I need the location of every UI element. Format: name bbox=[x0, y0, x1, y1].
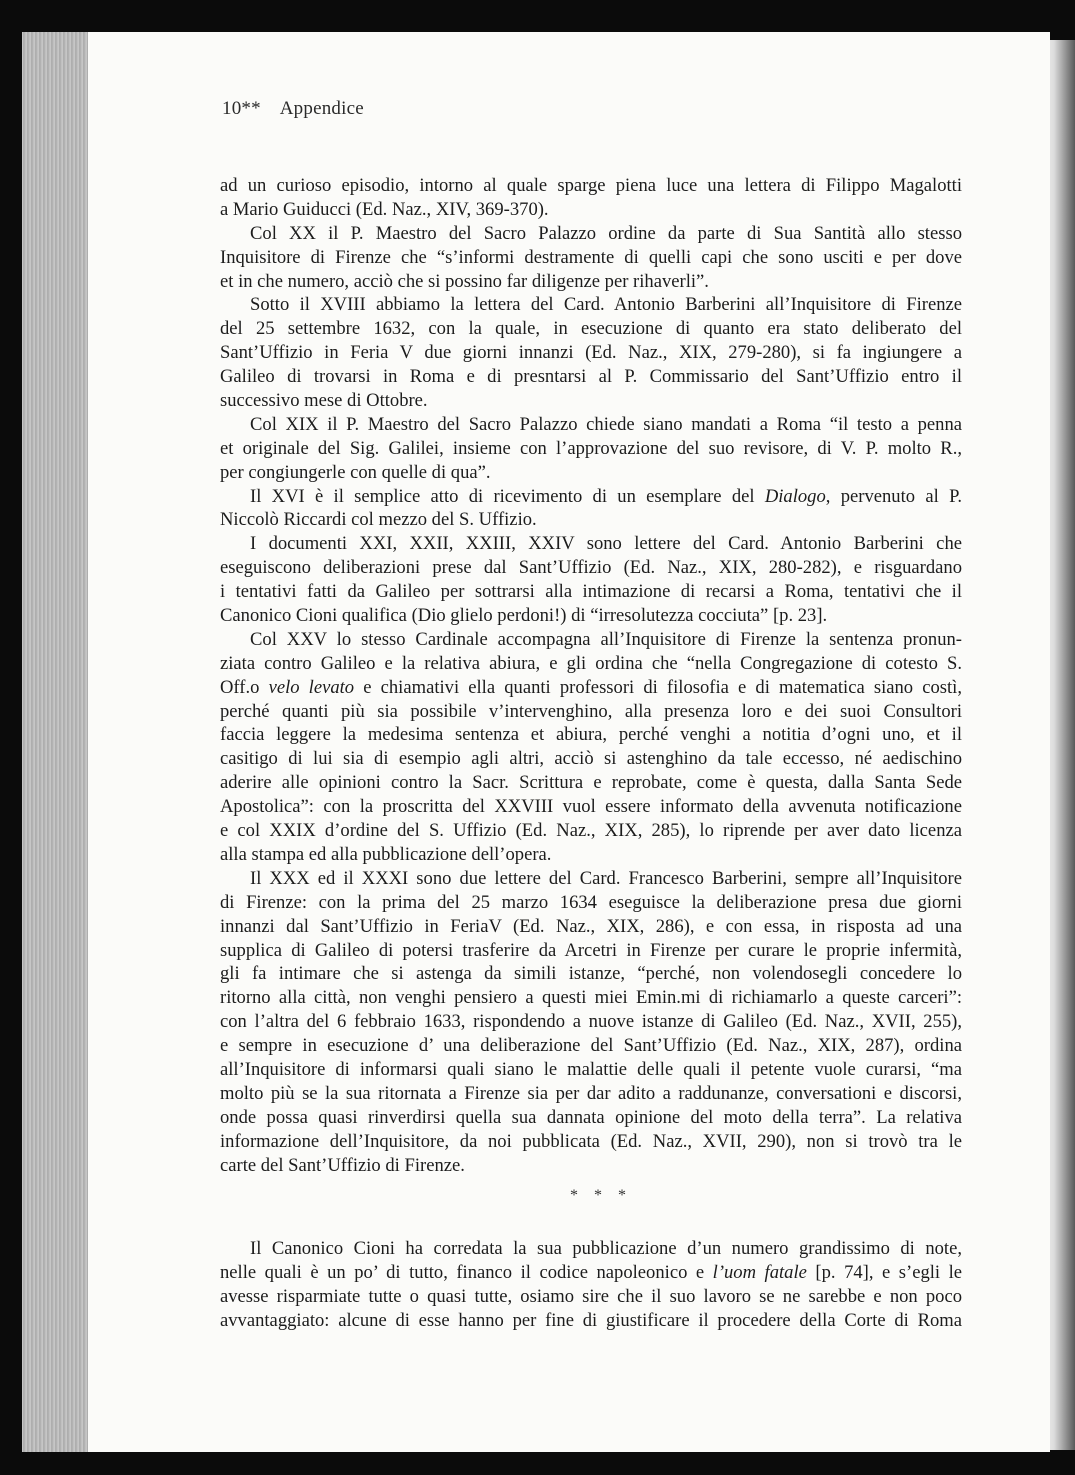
italic-title: Dialogo bbox=[764, 485, 826, 507]
stacked-page-edges bbox=[22, 32, 92, 1452]
text-line: supplica di Galileo di potersi trasferire da Arcetri in Firenze per curare le proprie infermità, bbox=[220, 939, 962, 961]
italic-title: velo levato bbox=[268, 676, 355, 698]
text-line: successivo mese di Ottobre. bbox=[220, 390, 428, 412]
text-line: Il XVI è il semplice atto di ricevimento di un esemplare del Dialogo, pervenuto al P. bbox=[250, 485, 962, 507]
italic-title: l’uom fatale bbox=[712, 1262, 807, 1284]
section-title: Appendice bbox=[279, 98, 364, 119]
text-line: nelle quali è un po’ di tutto, financo il codice napoleonico e l’uom fatale [p. 74], e s’egli le bbox=[220, 1262, 963, 1284]
text-line: molto più se la sua ritornata a Firenze sia per dar adito a raddunanze, conversationi e discorsi, bbox=[220, 1082, 962, 1104]
text-line: ziata contro Galileo e la relativa abiura, e gli ordina che “nella Congregazione di cotesto S. bbox=[220, 652, 962, 674]
text-line: e sempre in esecuzione d’ una deliberazione del Sant’Uffizio (Ed. Naz., XIX, 287), ordina bbox=[220, 1035, 962, 1057]
text-line: i tentativi fatti da Galileo per sottrarsi alla intimazione di recarsi a Roma, tentativi che il bbox=[220, 581, 962, 603]
text-line: Sant’Uffizio in Feria V due giorni innanzi (Ed. Naz., XIX, 279-280), si fa ingiungere a bbox=[220, 342, 962, 364]
text-line: Off.o velo levato e chiamativi ella quanti professori di filosofia e di matematica siano costì, bbox=[220, 676, 962, 698]
text-line: ad un curioso episodio, intorno al quale sparge piena luce una lettera di Filippo Magalotti bbox=[220, 175, 962, 196]
text-line: avvantaggiato: alcune di esse hanno per fine di giustificare il procedere della Corte di Roma bbox=[220, 1310, 962, 1332]
text-line: I documenti XXI, XXII, XXIII, XXIV sono lettere del Card. Antonio Barberini che bbox=[250, 533, 962, 555]
text-line: Il Canonico Cioni ha corredata la sua pubblicazione d’un numero grandissimo di note, bbox=[250, 1238, 962, 1260]
text-line: Col XXV lo stesso Cardinale accompagna all’Inquisitore di Firenze la sentenza pronun- bbox=[250, 628, 962, 650]
text-line: Inquisitore di Firenze che “s’informi destramente di quelli capi che sono usciti e per dove bbox=[220, 246, 962, 268]
text-line: et in che numero, acciò che si possino far diligenze per rihaverli”. bbox=[220, 270, 709, 292]
text-line: a Mario Guiducci (Ed. Naz., XIV, 369-370). bbox=[220, 198, 549, 220]
body-text bbox=[220, 174, 962, 1333]
text-line: Galileo di trovarsi in Roma e di presntarsi al P. Commissario del Sant’Uffizio entro il bbox=[220, 366, 962, 388]
text-line: per congiungerle con quelle di qua”. bbox=[220, 461, 491, 483]
text-line: avesse risparmiate tutte o quasi tutte, osiamo sire che il suo lavoro se ne sarebbe e non poco bbox=[220, 1286, 962, 1308]
text-line: gli fa intimare che si astenga da simili istanze, “perché, non volendosegli concedere lo bbox=[220, 963, 962, 985]
text-line: Col XX il P. Maestro del Sacro Palazzo ordine da parte di Sua Santità allo stesso bbox=[250, 222, 962, 244]
text-line: perché quanti più sia possibile v’intervenghino, alla presenza loro e dei suoi Consultori bbox=[220, 700, 962, 722]
text-line: innanzi dal Sant’Uffizio in FeriaV (Ed. Naz., XIX, 286), e con essa, in risposta ad una bbox=[220, 915, 962, 937]
text-line: carte del Sant’Uffizio di Firenze. bbox=[220, 1154, 465, 1176]
text-line: casitigo di lui sia di esempio agli altri, acciò si astenghino da tale eccesso, né aedischino bbox=[220, 748, 962, 770]
text-line: onde possa quasi rinverdirsi quella sua dannata opinione del moto della terra”. La relativa bbox=[220, 1106, 962, 1128]
section-separator: * * * bbox=[570, 1187, 632, 1205]
text-line: ritorno alla città, non venghi pensiero a questi miei Emin.mi di richiamarlo a queste carceri”: bbox=[220, 987, 962, 1009]
text-line: all’Inquisitore di informarsi quali siano le malattie delle quali il petente vuole curarsi, “ma bbox=[220, 1058, 962, 1080]
text-line: Apostolica”: con la proscritta del XXVIII vuol essere informato della avvenuta notificazione bbox=[220, 796, 962, 818]
text-line: di Firenze: con la prima del 25 marzo 1634 eseguisce la deliberazione presa due giorni bbox=[220, 891, 962, 913]
text-line: Il XXX ed il XXXI sono due lettere del Card. Francesco Barberini, sempre all’Inquisitore bbox=[250, 867, 962, 889]
text-line: eseguiscono deliberazioni prese dal Sant’Uffizio (Ed. Naz., XIX, 280-282), e risguardano bbox=[220, 557, 962, 579]
text-line: informazione dell’Inquisitore, da noi pubblicata (Ed. Naz., XVII, 290), non si trovò tra le bbox=[220, 1130, 962, 1152]
text-line: Col XIX il P. Maestro del Sacro Palazzo chiede siano mandati a Roma “il testo a penna bbox=[250, 413, 962, 435]
text-line: e col XXIX d’ordine del S. Uffizio (Ed. Naz., XIX, 285), lo riprende per aver dato licenza bbox=[220, 820, 962, 842]
running-header bbox=[222, 98, 364, 120]
text-line: Niccolò Riccardi col mezzo del S. Uffizio. bbox=[220, 509, 537, 531]
text-line: Canonico Cioni qualifica (Dio glielo perdoni!) di “irresolutezza cocciuta” [p. 23]. bbox=[220, 605, 828, 627]
text-line: del 25 settembre 1632, con la quale, in esecuzione di quanto era stato deliberato del bbox=[220, 318, 962, 340]
page-number: 10** bbox=[222, 98, 261, 119]
text-line: Sotto il XVIII abbiamo la lettera del Card. Antonio Barberini all’Inquisitore di Firenze bbox=[250, 294, 962, 316]
text-line: con l’altra del 6 febbraio 1633, rispondendo a nuove istanze di Galileo (Ed. Naz., XVII, 255), bbox=[220, 1011, 962, 1033]
text-line: aderire alle opinioni contro la Sacr. Scrittura e reprobate, come è questa, dalla Santa Sede bbox=[220, 772, 962, 794]
text-line: et originale del Sig. Galilei, insieme con l’approvazione del suo revisore, di V. P. molto R., bbox=[220, 437, 962, 459]
text-line: faccia leggere la medesima sentenza et abiura, perché venghi a notitia d’ogni uno, et il bbox=[220, 724, 962, 746]
text-line: alla stampa ed alla pubblicazione dell’opera. bbox=[220, 843, 552, 865]
